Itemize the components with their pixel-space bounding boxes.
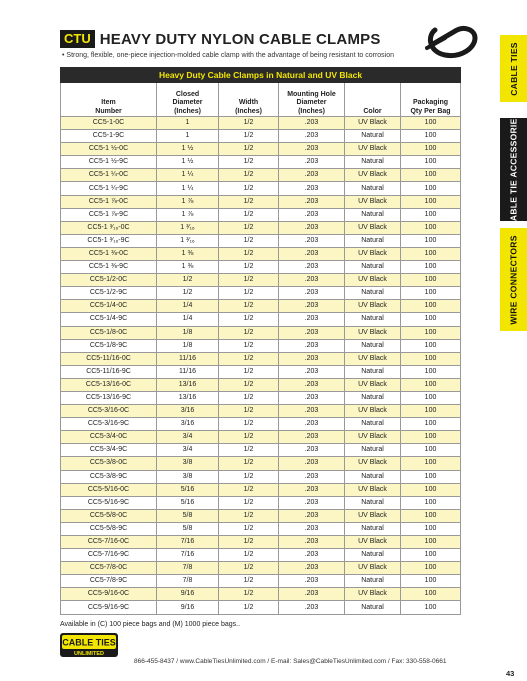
table-cell: 1/2: [219, 418, 279, 431]
table-cell: CC5-5/8-9C: [61, 522, 157, 535]
table-cell: 100: [401, 287, 461, 300]
table-cell: CC5-9/16-9C: [61, 601, 157, 614]
table-cell: 100: [401, 326, 461, 339]
table-cell: 1/2: [219, 130, 279, 143]
tab-label: CABLE TIE ACCESSORIES: [508, 111, 519, 228]
table-cell: UV Black: [345, 509, 401, 522]
table-cell: .203: [279, 352, 345, 365]
table-cell: 9/16: [157, 588, 219, 601]
table-cell: UV Black: [345, 169, 401, 182]
table-cell: UV Black: [345, 483, 401, 496]
table-cell: 1 ⅜: [157, 261, 219, 274]
table-cell: 1/2: [219, 378, 279, 391]
table-cell: 1 ½: [157, 143, 219, 156]
table-cell: UV Black: [345, 247, 401, 260]
table-cell: 100: [401, 405, 461, 418]
table-cell: .203: [279, 313, 345, 326]
table-cell: Natural: [345, 418, 401, 431]
table-row: [61, 418, 461, 431]
table-row: [61, 195, 461, 208]
table-cell: CC5-1/2-0C: [61, 274, 157, 287]
table-cell: 100: [401, 391, 461, 404]
table-header-row: [61, 83, 461, 117]
table-cell: CC5-3/16-9C: [61, 418, 157, 431]
table-cell: 7/8: [157, 575, 219, 588]
table-row: [61, 221, 461, 234]
table-cell: 1/2: [219, 195, 279, 208]
table-row: [61, 339, 461, 352]
table-cell: UV Black: [345, 143, 401, 156]
table-cell: 100: [401, 352, 461, 365]
table-cell: Natural: [345, 234, 401, 247]
table-cell: 100: [401, 117, 461, 130]
table-cell: 1/2: [219, 156, 279, 169]
table-cell: UV Black: [345, 274, 401, 287]
table-cell: .203: [279, 509, 345, 522]
table-row: [61, 601, 461, 614]
table-cell: CC5-1/4-0C: [61, 300, 157, 313]
table-cell: CC5-1/2-9C: [61, 287, 157, 300]
table-cell: CC5-1 ⅞-9C: [61, 208, 157, 221]
table-cell: .203: [279, 405, 345, 418]
tab-cable-tie-accessories[interactable]: [500, 111, 527, 228]
table-row: [61, 470, 461, 483]
table-cell: 1/2: [219, 261, 279, 274]
table-cell: Natural: [345, 156, 401, 169]
table-cell: .203: [279, 536, 345, 549]
table-cell: 1/2: [219, 575, 279, 588]
table-cell: 1: [157, 117, 219, 130]
table-cell: 13/16: [157, 378, 219, 391]
table-cell: CC5-1/8-0C: [61, 326, 157, 339]
table-cell: 100: [401, 182, 461, 195]
table-row: [61, 261, 461, 274]
table-cell: UV Black: [345, 405, 401, 418]
table-cell: .203: [279, 522, 345, 535]
table-cell: 7/8: [157, 562, 219, 575]
table-cell: 1: [157, 130, 219, 143]
table-row: [61, 182, 461, 195]
table-cell: Natural: [345, 261, 401, 274]
table-cell: 1/2: [219, 405, 279, 418]
table-cell: CC5-1 ½-9C: [61, 156, 157, 169]
table-cell: Natural: [345, 549, 401, 562]
table-cell: 100: [401, 365, 461, 378]
table-row: [61, 496, 461, 509]
table-cell: 1 ¼: [157, 169, 219, 182]
table-row: [61, 130, 461, 143]
table-cell: CC5-7/16-9C: [61, 549, 157, 562]
table-row: [61, 483, 461, 496]
table-cell: .203: [279, 117, 345, 130]
table-cell: .203: [279, 562, 345, 575]
table-cell: Natural: [345, 391, 401, 404]
table-cell: 100: [401, 300, 461, 313]
table-row: [61, 352, 461, 365]
table-row: [61, 300, 461, 313]
table-cell: CC5-13/16-9C: [61, 391, 157, 404]
table-cell: CC5-11/16-9C: [61, 365, 157, 378]
table-cell: .203: [279, 444, 345, 457]
table-cell: CC5-3/4-9C: [61, 444, 157, 457]
table-cell: 1/2: [219, 509, 279, 522]
table-cell: 100: [401, 418, 461, 431]
table-caption: Heavy Duty Cable Clamps in Natural and UV Black: [61, 68, 461, 83]
table-cell: 1/2: [219, 352, 279, 365]
table-cell: Natural: [345, 339, 401, 352]
table-row: [61, 522, 461, 535]
table-cell: 100: [401, 536, 461, 549]
table-cell: UV Black: [345, 457, 401, 470]
table-cell: 1/2: [219, 326, 279, 339]
table-cell: 100: [401, 444, 461, 457]
table-cell: 7/16: [157, 536, 219, 549]
table-row: [61, 208, 461, 221]
table-cell: 11/16: [157, 365, 219, 378]
table-cell: CC5-9/16-0C: [61, 588, 157, 601]
table-cell: .203: [279, 457, 345, 470]
table-cell: 100: [401, 221, 461, 234]
table-cell: 1 ⅞: [157, 195, 219, 208]
table-cell: Natural: [345, 208, 401, 221]
table-cell: 1/2: [219, 313, 279, 326]
table-cell: CC5-1/4-9C: [61, 313, 157, 326]
table-body: [61, 117, 461, 615]
table-cell: 100: [401, 339, 461, 352]
table-cell: .203: [279, 391, 345, 404]
table-cell: 1/2: [219, 234, 279, 247]
product-description: • Strong, flexible, one-piece injection-molded cable clamp with the advantage of being resistant to corrosion: [62, 52, 395, 59]
table-cell: 1/2: [219, 247, 279, 260]
table-cell: 1/2: [219, 431, 279, 444]
table-cell: 1/2: [219, 470, 279, 483]
clamp-table-wrapper: [60, 67, 460, 615]
table-cell: 1/2: [219, 117, 279, 130]
table-row: [61, 378, 461, 391]
table-cell: 1/2: [219, 483, 279, 496]
table-row: [61, 313, 461, 326]
table-cell: CC5-5/16-9C: [61, 496, 157, 509]
column-header: Width (Inches): [219, 83, 279, 117]
table-cell: CC5-1-0C: [61, 117, 157, 130]
table-cell: Natural: [345, 130, 401, 143]
table-cell: Natural: [345, 470, 401, 483]
table-cell: 100: [401, 522, 461, 535]
table-row: [61, 234, 461, 247]
table-cell: 1/4: [157, 300, 219, 313]
table-cell: 100: [401, 588, 461, 601]
table-row: [61, 287, 461, 300]
column-header: Color: [345, 83, 401, 117]
table-cell: 3/4: [157, 431, 219, 444]
table-cell: 100: [401, 261, 461, 274]
table-row: [61, 143, 461, 156]
table-cell: 1/2: [219, 208, 279, 221]
table-cell: 5/16: [157, 496, 219, 509]
table-cell: .203: [279, 326, 345, 339]
table-cell: 100: [401, 549, 461, 562]
table-cell: Natural: [345, 365, 401, 378]
svg-text:UNLIMITED: UNLIMITED: [74, 651, 104, 657]
table-cell: 1/2: [157, 274, 219, 287]
table-cell: 100: [401, 575, 461, 588]
table-cell: UV Black: [345, 221, 401, 234]
table-cell: CC5-13/16-0C: [61, 378, 157, 391]
table-cell: 1 ¼: [157, 182, 219, 195]
table-cell: CC5-1 ¼-9C: [61, 182, 157, 195]
contact-info: 866-455-8437 / www.CableTiesUnlimited.com / E-mail: Sales@CableTiesUnlimited.com / Fax: 330-558-0661: [134, 658, 447, 665]
table-cell: 100: [401, 457, 461, 470]
table-cell: Natural: [345, 522, 401, 535]
table-cell: CC5-1/8-9C: [61, 339, 157, 352]
table-cell: 1/2: [219, 300, 279, 313]
table-cell: 1/2: [219, 562, 279, 575]
table-cell: CC5-3/4-0C: [61, 431, 157, 444]
table-row: [61, 156, 461, 169]
table-cell: UV Black: [345, 378, 401, 391]
table-cell: .203: [279, 300, 345, 313]
column-header: Packaging Qty Per Bag: [401, 83, 461, 117]
table-cell: 100: [401, 509, 461, 522]
page-number: 43: [506, 669, 515, 678]
table-cell: 100: [401, 483, 461, 496]
table-cell: 1 ⅜: [157, 247, 219, 260]
tab-label: CABLE TIES: [508, 41, 519, 96]
table-cell: UV Black: [345, 588, 401, 601]
table-cell: 5/16: [157, 483, 219, 496]
table-row: [61, 431, 461, 444]
table-cell: CC5-11/16-0C: [61, 352, 157, 365]
table-cell: 1/2: [219, 143, 279, 156]
table-cell: Natural: [345, 601, 401, 614]
table-cell: .203: [279, 588, 345, 601]
table-cell: 1 ³⁄₁₆: [157, 221, 219, 234]
table-cell: .203: [279, 143, 345, 156]
table-cell: .203: [279, 418, 345, 431]
table-cell: .203: [279, 575, 345, 588]
table-cell: 1/2: [219, 339, 279, 352]
table-cell: 3/8: [157, 470, 219, 483]
table-row: [61, 509, 461, 522]
table-cell: 100: [401, 169, 461, 182]
table-cell: 11/16: [157, 352, 219, 365]
table-cell: 5/8: [157, 509, 219, 522]
table-cell: .203: [279, 195, 345, 208]
table-cell: 3/4: [157, 444, 219, 457]
table-cell: CC5-5/8-0C: [61, 509, 157, 522]
table-cell: 1/8: [157, 339, 219, 352]
table-cell: CC5-1 ⅜-9C: [61, 261, 157, 274]
table-row: [61, 391, 461, 404]
table-cell: CC5-7/8-0C: [61, 562, 157, 575]
table-cell: .203: [279, 221, 345, 234]
table-cell: 100: [401, 601, 461, 614]
table-cell: CC5-1 ½-0C: [61, 143, 157, 156]
table-cell: 1/2: [219, 391, 279, 404]
table-cell: 1/2: [157, 287, 219, 300]
svg-text:CABLE TIES: CABLE TIES: [62, 637, 116, 648]
tab-cable-ties[interactable]: [500, 35, 527, 102]
table-cell: 100: [401, 234, 461, 247]
table-row: [61, 405, 461, 418]
table-cell: 1/2: [219, 549, 279, 562]
table-cell: 1/2: [219, 444, 279, 457]
table-cell: CC5-3/8-0C: [61, 457, 157, 470]
table-cell: 7/16: [157, 549, 219, 562]
table-row: [61, 365, 461, 378]
table-cell: 100: [401, 195, 461, 208]
table-cell: 100: [401, 130, 461, 143]
tab-wire-connectors[interactable]: [500, 228, 527, 331]
table-cell: CC5-7/8-9C: [61, 575, 157, 588]
table-cell: UV Black: [345, 352, 401, 365]
table-cell: Natural: [345, 444, 401, 457]
table-cell: 1/2: [219, 365, 279, 378]
table-cell: 3/8: [157, 457, 219, 470]
table-row: [61, 169, 461, 182]
table-row: [61, 274, 461, 287]
table-cell: .203: [279, 182, 345, 195]
table-cell: UV Black: [345, 562, 401, 575]
table-cell: .203: [279, 365, 345, 378]
brand-badge: CTU: [60, 30, 95, 48]
table-row: [61, 117, 461, 130]
table-cell: 100: [401, 496, 461, 509]
column-header: Closed Diameter (Inches): [157, 83, 219, 117]
table-cell: CC5-1 ⅜-0C: [61, 247, 157, 260]
table-row: [61, 562, 461, 575]
table-cell: 100: [401, 378, 461, 391]
table-cell: CC5-1 ³⁄₁₆-0C: [61, 221, 157, 234]
table-cell: .203: [279, 431, 345, 444]
table-cell: .203: [279, 378, 345, 391]
table-cell: 1/2: [219, 457, 279, 470]
table-cell: .203: [279, 601, 345, 614]
table-cell: 1/2: [219, 274, 279, 287]
table-cell: .203: [279, 234, 345, 247]
table-cell: 1/2: [219, 536, 279, 549]
table-cell: CC5-1 ¼-0C: [61, 169, 157, 182]
table-cell: Natural: [345, 287, 401, 300]
table-cell: UV Black: [345, 300, 401, 313]
table-row: [61, 536, 461, 549]
table-cell: 5/8: [157, 522, 219, 535]
cable-clamp-icon: [425, 22, 485, 64]
table-cell: .203: [279, 287, 345, 300]
table-cell: 1 ³⁄₁₆: [157, 234, 219, 247]
table-cell: 100: [401, 156, 461, 169]
table-cell: 1 ⅞: [157, 208, 219, 221]
table-cell: 1/2: [219, 221, 279, 234]
table-cell: 1/2: [219, 169, 279, 182]
table-cell: UV Black: [345, 431, 401, 444]
clamp-table: [60, 67, 461, 615]
column-header: Mounting Hole Diameter (Inches): [279, 83, 345, 117]
table-cell: 100: [401, 274, 461, 287]
table-row: [61, 549, 461, 562]
table-row: [61, 444, 461, 457]
table-row: [61, 247, 461, 260]
table-cell: UV Black: [345, 195, 401, 208]
table-cell: 100: [401, 562, 461, 575]
table-cell: CC5-1 ³⁄₁₆-9C: [61, 234, 157, 247]
table-cell: CC5-3/16-0C: [61, 405, 157, 418]
table-cell: 100: [401, 470, 461, 483]
table-cell: 13/16: [157, 391, 219, 404]
table-cell: 100: [401, 208, 461, 221]
table-cell: 1/4: [157, 313, 219, 326]
table-cell: 1/2: [219, 182, 279, 195]
table-cell: 100: [401, 431, 461, 444]
table-cell: UV Black: [345, 536, 401, 549]
table-cell: UV Black: [345, 326, 401, 339]
table-cell: .203: [279, 483, 345, 496]
table-cell: 1/2: [219, 588, 279, 601]
table-cell: .203: [279, 339, 345, 352]
table-cell: Natural: [345, 313, 401, 326]
tab-label: WIRE CONNECTORS: [508, 234, 519, 325]
table-cell: .203: [279, 247, 345, 260]
table-row: [61, 575, 461, 588]
table-cell: .203: [279, 130, 345, 143]
table-cell: .203: [279, 208, 345, 221]
availability-note: Available in (C) 100 piece bags and (M) 1000 piece bags..: [60, 621, 241, 628]
page-header: [60, 30, 381, 48]
table-cell: 3/16: [157, 418, 219, 431]
table-cell: Natural: [345, 182, 401, 195]
table-cell: 100: [401, 143, 461, 156]
table-cell: 1/2: [219, 601, 279, 614]
table-row: [61, 326, 461, 339]
table-cell: .203: [279, 496, 345, 509]
table-cell: 1/2: [219, 287, 279, 300]
table-cell: CC5-1-9C: [61, 130, 157, 143]
table-cell: CC5-3/8-9C: [61, 470, 157, 483]
table-cell: CC5-5/16-0C: [61, 483, 157, 496]
table-cell: 100: [401, 313, 461, 326]
table-cell: CC5-7/16-0C: [61, 536, 157, 549]
table-cell: 1/8: [157, 326, 219, 339]
table-cell: Natural: [345, 575, 401, 588]
table-cell: 9/16: [157, 601, 219, 614]
table-cell: .203: [279, 261, 345, 274]
table-cell: .203: [279, 169, 345, 182]
table-cell: Natural: [345, 496, 401, 509]
page-title: HEAVY DUTY NYLON CABLE CLAMPS: [99, 30, 381, 48]
cable-ties-unlimited-logo: [60, 633, 118, 657]
column-header: Item Number: [61, 83, 157, 117]
table-cell: .203: [279, 274, 345, 287]
table-cell: 3/16: [157, 405, 219, 418]
table-cell: .203: [279, 549, 345, 562]
table-row: [61, 588, 461, 601]
table-row: [61, 457, 461, 470]
table-cell: UV Black: [345, 117, 401, 130]
table-cell: 100: [401, 247, 461, 260]
table-cell: 1/2: [219, 496, 279, 509]
table-cell: 1/2: [219, 522, 279, 535]
table-cell: CC5-1 ⅞-0C: [61, 195, 157, 208]
table-cell: 1 ½: [157, 156, 219, 169]
table-cell: .203: [279, 156, 345, 169]
table-cell: .203: [279, 470, 345, 483]
